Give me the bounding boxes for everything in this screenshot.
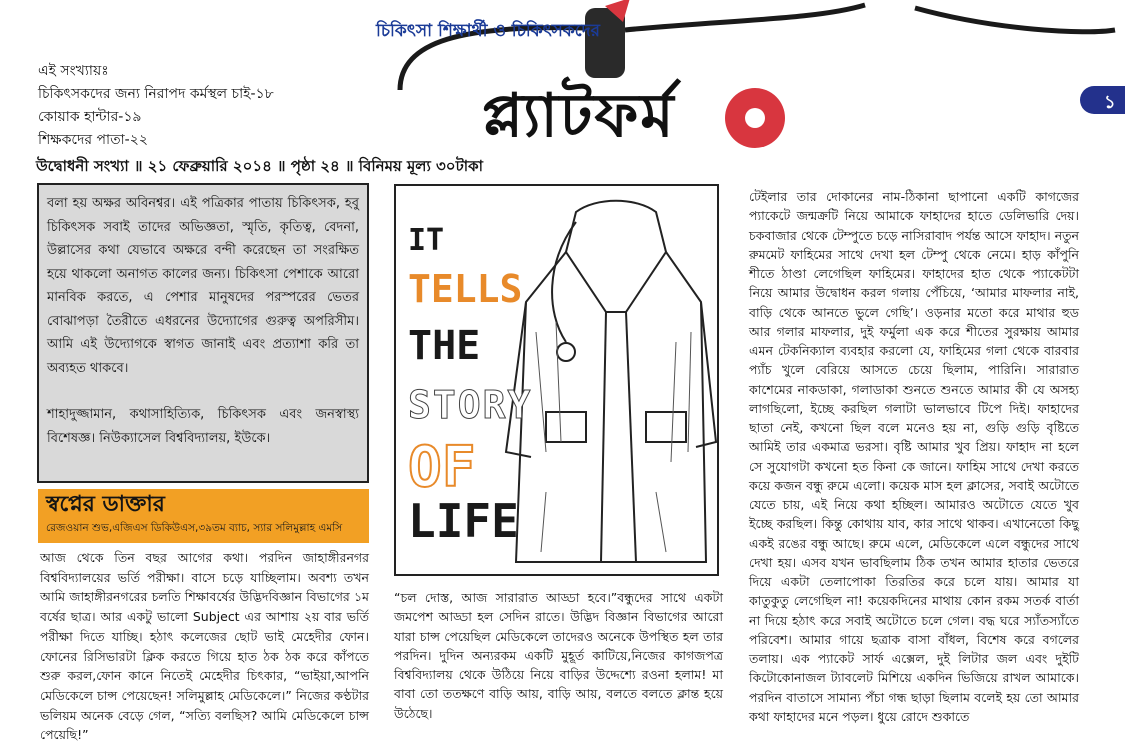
page-number-tab [1080, 86, 1125, 114]
poster-word: IT [408, 223, 445, 258]
article-column-2: “চল দোস্ত, আজ সারারাত আড্ডা হবে।”বন্ধুদের সাথে একটা জমপেশ আড্ডা হল সেদিন রাতে। উদ্ভিদ বিজ্ঞান বিভাগের আরো যারা চান্স পেয়েছিল মেডিকেলে তাদেরও অনেকে উপস্থিত হল তার পরদিন। দুদিন অন্যরকম একটি মুহূর্ত কাটিয়ে,নিজের কাগজপত্র বিশ্ববিদ্যালয় থেকে উঠিয়ে নিয়ে বাড়ির উদ্দেশ্যে রওনা হলাম! মা বাবা তো ততক্ষণে বাড়ি আয়, বাড়ি আয়, বলতে বলতে ক্লান্ত হয়ে উঠেছে। [394, 590, 723, 721]
article-column-3: টেইলার তার দোকানের নাম-ঠিকানা ছাপানো একটি কাগজের প্যাকেটে জন্মক্রটি নিয়ে আমাকে ফাহাদের হাতে ডেলিভারি দেয়। চকবাজার থেকে টেম্পুতে চড়ে নাসিরাবাদ পর্যন্ত আসে ফাহাদ। নতুন রুমমেট ফাহিমের সাথে দেখা হল টেম্পু থেকে নেমে। হাড় কাঁপুনি শীতে ঠাণ্ডা লেগেছিল ফাহিমের। ফাহাদের হাত থেকে প্যাকেটটা নিয়ে আমার উদ্বোধন করল গলায় পেঁচিয়ে, ‘আমার মাফলার নাই, বাড়ি থেকে আনতে ভুলে গেছি’। ওড়নার মতো করে মাথার হুড আর গলার মাফলার, দুই ফর্মুলা এক করে শীতের সুরক্ষায় আমার এমন টেকনিক্যাল ব্যবহার করলো যে, ফাহিমের গলা থেকে বারবার প্যাঁচ খুলে বেরিয়ে আসতে চেয়ে ছিলাম, পারিনি। সারারাত কাশেমের নাকডাকা, গলাডাকা শুনতে শুনতে আমার কী যে অসহ্য লাগছিলো, ইচ্ছে করছিল গলাটা ভালভাবে টিপে দিই। ফাহাদের ছাতা নেই, কখনো ছিল বলে মনেও হয় না, গুড়ি গুড়ি বৃষ্টিতে আমিই তার একমাত্র ভরসা। বৃষ্টি আমার খুব প্রিয়। ফাহাদ না হলে সে সুযোগটা কখনো হত কিনা কে জানে। ফাহিম সাথে দেখা করতে কয়ে কজন বন্ধু রুমে এলো। কয়েক মাস হল ক্লাসের, সবাই অটোতে যেতে চায়, এই নিয়ে কথা হচ্ছিল। আমারও অটোতে যেতে খুব ইচ্ছে করছিল। কিন্তু কোথায় যাব, কার সাথে থাকব। এখানেতো কিছু একই রঙের বন্ধু আছে। রুমে এলে, মেডিকেলে এলে বন্ধুদের সাথে দেখা হয়। এসব যখন ভাবছিলাম ঠিক তখন আমার হাতার ভেতরে দিয়ে একটা তেলাপোকা তিরতির করে চলে যায়। আমার যা কাতুকুতু লেগেছিল না! কয়েকদিনের মাথায় কোন রকম সতর্ক বার্তা না দিয়ে হঠাৎ করে সবাই অটোতে চলে গেল। বদ্ধ ঘরে স্যাঁতস্যাঁতে পরিবেশ। আমার গায়ে ছত্রাক বাসা বাঁধল, বিশেষ করে বগলের তলায়। এক প্যাকেট সার্ফ এক্সেল, দুই লিটার জল এবং দুইটি কিটোকোনাজল ট্যাবলেট মিশিয়ে একদিন ভিজিয়ে রাখল আমাকে। পরদিন বাতাসে সামান্য পঁচা গন্ধ ছাড়া ছিলাম বলেই হয় তো আমার কথা ফাহাদের মনে পড়ল। ধুয়ে রোদে শুকাতে [749, 189, 1079, 724]
poster-word: STORY [408, 383, 533, 427]
poster-word: THE [408, 323, 481, 369]
toc-heading: এই সংখ্যায়ঃ [38, 63, 109, 79]
toc-item: চিকিৎসকদের জন্য নিরাপদ কর্মস্থল চাই-১৮ [38, 86, 274, 102]
page-number: ১ [1104, 92, 1116, 113]
editorial-signature: শাহাদুজ্জামান, কথাসাহিত্যিক, চিকিৎসক এবং জনস্বাস্থ্য বিশেষজ্ঞ। নিউক্যাসেল বিশ্ববিদ্যালয়, ইউকে। [47, 407, 359, 446]
poster-word: OF [408, 435, 476, 500]
poster-image [394, 184, 719, 576]
toc-item: কোয়াক হান্টার-১৯ [38, 109, 142, 125]
toc-item: শিক্ষকদের পাতা-২২ [38, 132, 148, 148]
masthead-tagline: চিকিৎসা শিক্ষার্থী ও চিকিৎসকদের [376, 21, 600, 41]
masthead-title: প্ল্যাটফর্ম [482, 81, 676, 151]
article-column-1: আজ থেকে তিন বছর আগের কথা। পরদিন জাহাঙ্গীরনগর বিশ্ববিদ্যালয়ের ভর্তি পরীক্ষা। বাসে চড়ে যাচ্ছিলাম। অবশ্য তখন আমি জাহাঙ্গীরনগরের চলতি শিক্ষাবর্ষের উদ্ভিদবিজ্ঞান বিভাগের ১ম বর্ষের ছাত্র। আর একটু ভালো Subject এর আশায় ২য় বার ভর্তি পরীক্ষা দিতে যাচ্ছি। হঠাৎ কলেজের ছোট ভাই মেহেদীর ফোন। ফোনের রিসিভারটা ক্লিক করতে গিয়ে হাত ঠক ঠক করে কাঁপতে শুরু করল,ফোন কানে নিতেই মেহেদীর চিৎকার, “ভাইয়া,আপনি মেডিকেলে চান্স পেয়েছেন! সলিমুল্লাহ মেডিকেলে।” নিজের কণ্ঠটার ভলিয়ম অনেক বেড়ে গেল, “সত্যি বলছিস? আমি মেডিকেলে চান্স পেয়েছি!” [40, 550, 369, 743]
editorial-box [37, 183, 369, 483]
poster-word: TELLS [408, 267, 523, 311]
toc [38, 60, 274, 152]
article-banner [38, 489, 369, 543]
article-byline: রেজওয়ান শুভ,এজিএস ডিকিউএস,৩৯তম ব্যাচ, স্যার সলিমুল্লাহ এমসি [46, 522, 343, 534]
editorial-body: বলা হয় অক্ষর অবিনশ্বর। এই পত্রিকার পাতায় চিকিৎসক, হবু চিকিৎসক সবাই তাদের অভিজ্ঞতা, স্মৃতি, কৃতিত্ব, বেদনা, উল্লাসের কথা যেভাবে অক্ষরে বন্দী করেছেন তা সংরক্ষিত হয়ে থাকলো অনাগত কালের জন্য। চিকিৎসা পেশাকে আরো মানবিক করতে, এ পেশার মানুষদের পরস্পরের ভেতর বোঝাপড়া তৈরীতে এধরনের উদ্যোগের গুরুত্ব অপরিসীম। আমি এই উদ্যোগকে স্বাগত জানাই এবং প্রত্যাশা করি তা অব্যহত থাকবে। [47, 196, 359, 376]
article-title: স্বপ্নের ডাক্তার [46, 492, 165, 517]
issue-line: উদ্বোধনী সংখ্যা ॥ ২১ ফেব্রুয়ারি ২০১৪ ॥ পৃষ্ঠা ২৪ ॥ বিনিময় মূল্য ৩০টাকা [36, 157, 483, 175]
poster-word: LIFE [408, 494, 519, 548]
lab-coat-illustration [506, 192, 716, 572]
